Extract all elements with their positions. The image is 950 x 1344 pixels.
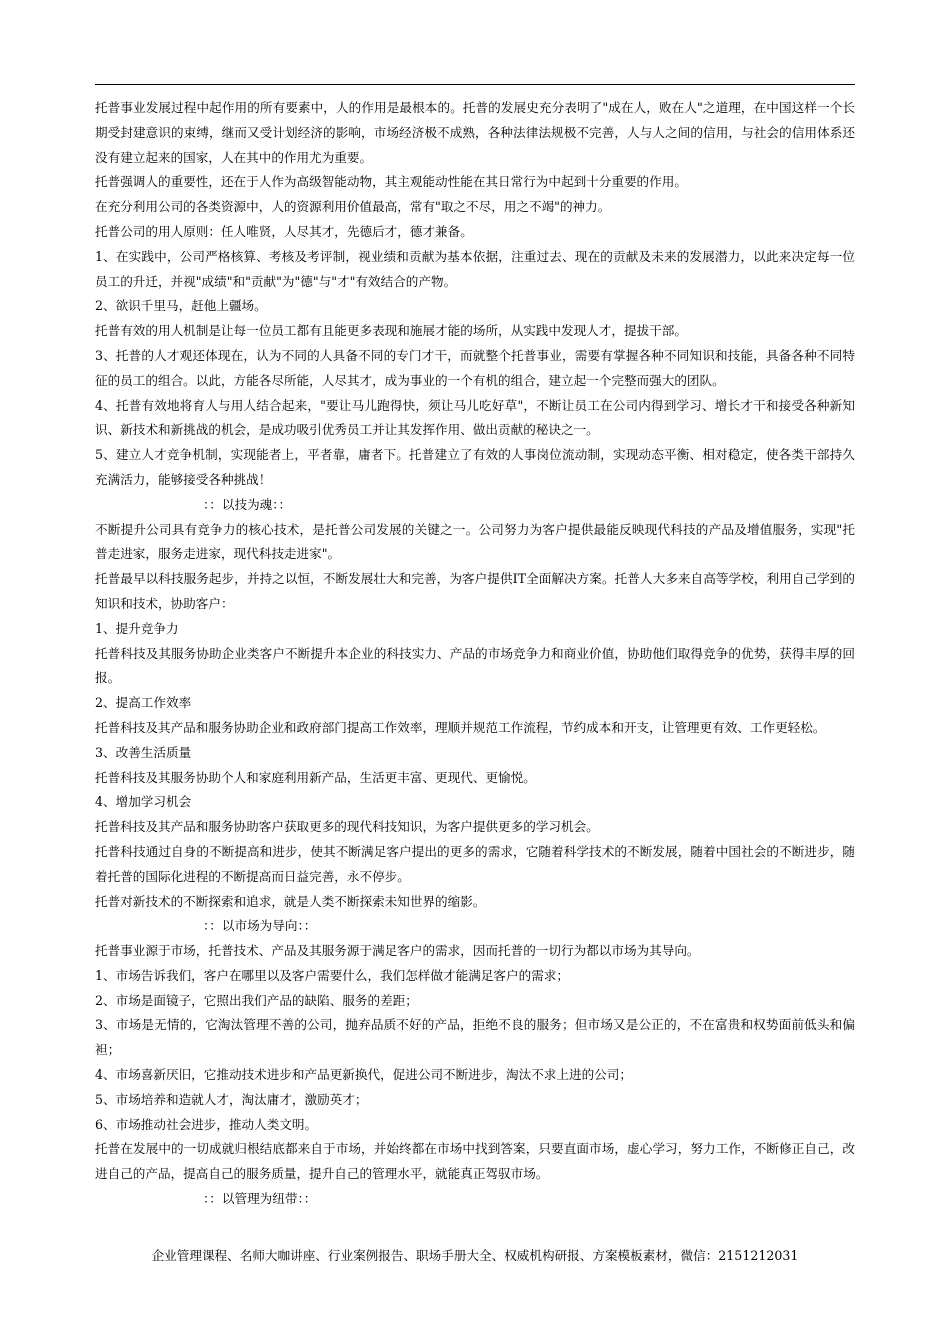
- body-paragraph: 2、市场是面镜子，它照出我们产品的缺陷、服务的差距；: [95, 992, 418, 1008]
- body-paragraph: 托普强调人的重要性，还在于人作为高级智能动物，其主观能动性能在其日常行为中起到十分重要的作用。: [95, 174, 687, 190]
- header-rule: [95, 84, 855, 85]
- document-body: [95, 96, 855, 1212]
- page-footer: 企业管理课程、名师大咖讲座、行业案例报告、职场手册大全、权威机构研报、方案模板素材，微信：2151212031: [151, 1248, 799, 1263]
- body-paragraph: 4、增加学习机会: [95, 794, 192, 810]
- body-paragraph: 3、改善生活质量: [95, 744, 192, 760]
- body-paragraph: 4、市场喜新厌旧，它推动技术进步和产品更新换代，促进公司不断进步，淘汰不求上进的公司；: [95, 1067, 632, 1083]
- section-heading: ：：以市场为导向：：: [203, 918, 317, 934]
- body-paragraph: 2、欲识千里马，赶他上疆场。: [95, 298, 267, 314]
- body-paragraph: 1、市场告诉我们，客户在哪里以及客户需要什么，我们怎样做才能满足客户的需求；: [95, 967, 569, 983]
- body-paragraph: 托普科技及其服务协助个人和家庭利用新产品，生活更丰富、更现代、更愉悦。: [95, 769, 536, 785]
- body-paragraph: 在充分利用公司的各类资源中，人的资源利用价值最高，常有"取之不尽，用之不竭"的神力。: [95, 199, 611, 215]
- body-paragraph: 托普有效的用人机制是让每一位员工都有且能更多表现和施展才能的场所，从实践中发现人才，提拔干部。: [95, 323, 687, 339]
- body-paragraph: 3、托普的人才观还体现在，认为不同的人具备不同的专门才干，而就整个托普事业，需要有掌握各种不同知识和技能，具备各种不同特征的员工的组合。以此，方能各尽所能，人尽其才，成为事业的一个有机的组合，建立起一个完整而强大的团队。: [95, 347, 855, 388]
- section-heading: ：：以管理为纽带：：: [203, 1191, 317, 1207]
- body-paragraph: 托普公司的用人原则：任人唯贤，人尽其才，先德后才，德才兼备。: [95, 223, 473, 239]
- body-paragraph: 托普事业源于市场，托普技术、产品及其服务源于满足客户的需求，因而托普的一切行为都以市场为其导向。: [95, 943, 700, 959]
- section-heading: ：：以技为魂：：: [203, 496, 292, 512]
- body-paragraph: 托普科技及其服务协助企业类客户不断提升本企业的科技实力、产品的市场竞争力和商业价值，协助他们取得竞争的优势，获得丰厚的回报。: [95, 645, 855, 686]
- body-paragraph: 托普在发展中的一切成就归根结底都来自于市场，并始终都在市场中找到答案，只要直面市场，虚心学习，努力工作，不断修正自己，改进自己的产品，提高自己的服务质量，提升自己的管理水平，就能真正驾驭市场。: [95, 1141, 855, 1182]
- body-paragraph: 托普科技及其产品和服务协助企业和政府部门提高工作效率，理顺并规范工作流程，节约成本和开支，让管理更有效、工作更轻松。: [95, 719, 826, 735]
- body-paragraph: 5、建立人才竞争机制，实现能者上，平者靠，庸者下。托普建立了有效的人事岗位流动制，实现动态平衡、相对稳定，使各类干部持久充满活力，能够接受各种挑战！: [95, 447, 855, 487]
- body-paragraph: 1、在实践中，公司严格核算、考核及考评制，视业绩和贡献为基本依据，注重过去、现在的贡献及未来的发展潜力，以此来决定每一位员工的升迁，并视"成绩"和"贡献"为"德"与"才"有效结合的产物。: [95, 248, 855, 289]
- body-paragraph: 托普科技及其产品和服务协助客户获取更多的现代科技知识，为客户提供更多的学习机会。: [95, 819, 599, 835]
- body-paragraph: 托普对新技术的不断探索和追求，就是人类不断探索未知世界的缩影。: [95, 893, 486, 909]
- body-paragraph: 不断提升公司具有竞争力的核心技术，是托普公司发展的关键之一。公司努力为客户提供最能反映现代科技的产品及增值服务，实现"托普走进家，服务走进家，现代科技走进家"。: [95, 521, 855, 562]
- body-paragraph: 托普科技通过自身的不断提高和进步，使其不断满足客户提出的更多的需求，它随着科学技术的不断发展，随着中国社会的不断进步，随着托普的国际化进程的不断提高而日益完善，永不停步。: [95, 843, 855, 884]
- body-paragraph: 3、市场是无情的，它淘汰管理不善的公司，抛弃品质不好的产品，拒绝不良的服务；但市场又是公正的，不在富贵和权势面前低头和偏袒；: [95, 1017, 855, 1058]
- body-paragraph: 5、市场培养和造就人才，淘汰庸才，激励英才；: [95, 1091, 368, 1107]
- body-paragraph: 2、提高工作效率: [95, 695, 192, 711]
- body-paragraph: 4、托普有效地将育人与用人结合起来，"要让马儿跑得快，须让马儿吃好草"，不断让员工在公司内得到学习、增长才干和接受各种新知识、新技术和新挑战的机会，是成功吸引优秀员工并让其发挥作用、做出贡献的秘诀之一。: [95, 397, 855, 438]
- body-paragraph: 托普事业发展过程中起作用的所有要素中，人的作用是最根本的。托普的发展史充分表明了"成在人，败在人"之道理，在中国这样一个长期受封建意识的束缚，继而又受计划经济的影响，市场经济极不成熟，各种法律法规极不完善，人与人之间的信用，与社会的信用体系还没有建立起来的国家，人在其中的作用尤为重要。: [95, 100, 855, 165]
- body-paragraph: 托普最早以科技服务起步，并持之以恒，不断发展壮大和完善，为客户提供IT全面解决方案。托普人大多来自高等学校，利用自己学到的知识和技术，协助客户：: [95, 571, 855, 611]
- body-paragraph: 1、提升竞争力: [95, 620, 179, 636]
- body-paragraph: 6、市场推动社会进步，推动人类文明。: [95, 1116, 318, 1132]
